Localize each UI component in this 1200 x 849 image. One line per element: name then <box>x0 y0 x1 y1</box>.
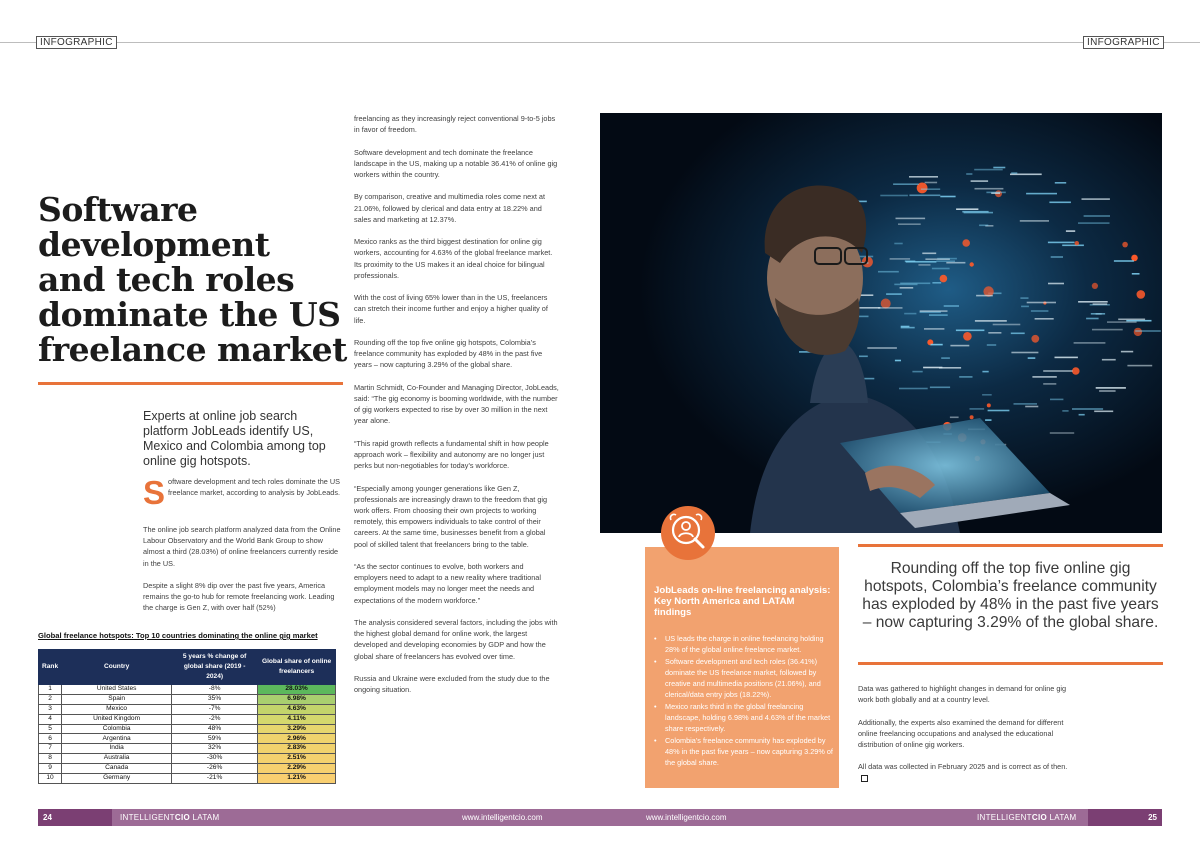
paragraph: With the cost of living 65% lower than in the US, freelancers can stretch their income further and enjoy a higher quality of life. <box>354 293 548 325</box>
paragraph: Software development and tech dominate the freelance landscape in the US, making up a notable 36.41% of online gig workers within the country. <box>354 147 558 179</box>
data-code-line <box>905 260 916 262</box>
header-country: Country <box>62 650 172 685</box>
pullquote-rule-bottom <box>858 662 1163 665</box>
data-code-line <box>1011 333 1025 335</box>
data-code-line <box>1027 302 1056 304</box>
data-glow-dot <box>970 415 974 419</box>
data-code-line <box>1107 321 1137 323</box>
paragraph: Rounding off the top five online gig hotspots, Colombia’s freelance community has exploded by 48% in the past five years – now capturing 3.29% of the global share. <box>354 337 543 370</box>
cell-rank: 3 <box>39 704 62 714</box>
cell-change: -26% <box>172 764 258 774</box>
data-code-line <box>1014 403 1038 405</box>
data-glow-dot <box>987 403 991 407</box>
standfirst: Experts at online job search platform JobLeads identify US, Mexico and Colombia among top online gig hotspots. <box>143 409 326 468</box>
cell-share: 2.51% <box>258 754 336 764</box>
data-code-line <box>925 258 950 260</box>
findings-title: JobLeads on-line freelancing analysis: Key North America and LATAM findings <box>654 585 831 618</box>
cell-rank: 4 <box>39 714 62 724</box>
data-code-line <box>1049 202 1071 204</box>
table-row <box>39 754 336 764</box>
cell-rank: 5 <box>39 724 62 734</box>
data-code-line <box>1084 215 1110 217</box>
paragraph: freelancing as they increasingly reject conventional 9-to-5 jobs in favor of freedom. <box>354 114 556 135</box>
cell-share: 1.21% <box>258 774 336 784</box>
data-glow-dot <box>962 239 970 247</box>
data-code-line <box>1121 351 1133 353</box>
cell-country: United States <box>62 685 172 695</box>
data-code-line <box>1025 406 1038 408</box>
header-rank: Rank <box>39 650 62 685</box>
table-row <box>39 714 336 724</box>
data-code-line <box>1051 256 1063 258</box>
data-code-line <box>1072 408 1103 410</box>
data-code-line <box>880 195 908 197</box>
table-row <box>39 685 336 695</box>
data-code-line <box>1099 390 1116 392</box>
data-code-line <box>988 332 1001 334</box>
data-glow-dot <box>1137 290 1146 299</box>
table-header-row <box>39 650 336 685</box>
data-code-line <box>988 410 1010 412</box>
cell-share: 4.63% <box>258 704 336 714</box>
cell-change: -21% <box>172 774 258 784</box>
data-code-line <box>971 180 989 182</box>
paragraph: Mexico ranks as the third biggest destination for online gig workers, accounting for 4.63% of the global freelance market. Its proximity to the US makes it an ideal choice for bilingual professionals. <box>354 237 553 280</box>
paragraph: Despite a slight 8% dip over the past five years, America remains the go-to hub for remote freelancing work. Leading the charge is Gen Z, with over half (52%) <box>143 581 335 613</box>
data-code-line <box>1031 310 1049 312</box>
data-code-line <box>929 314 948 316</box>
data-glow-dot <box>940 275 948 283</box>
paragraph: The online job search platform analyzed data from the Online Labour Observatory and the World Bank Group to show almost a third (28.03%) of online freelancers currently reside in the US. <box>143 525 341 568</box>
data-code-line <box>1062 245 1084 247</box>
dropcap: S <box>143 474 166 511</box>
cell-country: Australia <box>62 754 172 764</box>
page-number-text: 25 <box>1148 813 1157 822</box>
data-code-line <box>899 388 928 390</box>
data-code-line <box>1066 230 1075 232</box>
brand-right <box>977 809 1077 826</box>
cell-change: -7% <box>172 704 258 714</box>
cell-change: 32% <box>172 744 258 754</box>
paragraph: The analysis considered several factors, including the jobs with the highest global demand for online work, the largest developed and developing economies by GDP and how the global share of freelancers has evolved over time. <box>354 617 558 661</box>
column-4 <box>858 683 1068 795</box>
data-code-line <box>1011 172 1017 174</box>
data-code-line <box>1091 313 1105 315</box>
data-code-line <box>1028 357 1036 359</box>
data-glow-dot <box>1122 242 1128 248</box>
table-row <box>39 734 336 744</box>
cell-share: 2.83% <box>258 744 336 754</box>
data-code-line <box>940 196 955 198</box>
cell-country: United Kingdom <box>62 714 172 724</box>
cell-change: 35% <box>172 694 258 704</box>
data-code-line <box>921 188 940 190</box>
data-code-line <box>975 188 1004 190</box>
data-code-line <box>932 268 950 270</box>
cell-rank: 9 <box>39 764 62 774</box>
headline <box>38 190 347 369</box>
data-code-line <box>1092 329 1123 331</box>
data-code-line <box>1093 303 1108 305</box>
header-share: Global share of online freelancers <box>258 650 336 685</box>
data-code-line <box>962 211 988 213</box>
list-item: • US leads the charge in online freelancing holding 28% of the global online freelance market. <box>654 633 836 656</box>
data-code-line <box>909 176 938 178</box>
data-code-line <box>1078 301 1108 303</box>
pullquote: Rounding off the top five online gig hotspots, Colombia’s freelance community has exploded by 48% in the past five years – now capturing 3.29% of the global share. <box>862 560 1159 631</box>
table-row <box>39 694 336 704</box>
data-code-line <box>966 173 972 175</box>
cell-country: Spain <box>62 694 172 704</box>
cell-rank: 7 <box>39 744 62 754</box>
headline-line: dominate the US <box>38 295 341 334</box>
list-item: • Software development and tech roles (36.41%) dominate the US freelance market, followed by creative and multimedia positions (21.06%), and clerical/data entry jobs (18.22%). <box>654 656 836 701</box>
data-code-line <box>925 182 938 184</box>
data-code-line <box>900 287 914 289</box>
data-code-line <box>1050 399 1063 401</box>
data-code-line <box>979 225 988 227</box>
data-code-line <box>993 167 1005 169</box>
search-person-icon-graphic <box>661 506 715 560</box>
intro-paragraph <box>143 474 343 511</box>
data-code-line <box>878 271 899 273</box>
paragraph: “Especially among younger generations like Gen Z, professionals are increasingly drawn to the freedom that gig work offers. From choosing their own projects to working remotely, this empowers individuals to take control of their careers. At the same time, businesses benefit from a global pool of skilled talent that freelancers bring to the table. <box>354 483 548 549</box>
cell-share: 2.29% <box>258 764 336 774</box>
data-code-line <box>950 345 969 347</box>
data-code-line <box>918 264 930 266</box>
data-code-line <box>985 419 991 421</box>
cell-rank: 8 <box>39 754 62 764</box>
data-code-line <box>896 218 926 220</box>
data-code-line <box>1079 414 1085 416</box>
cell-change: -8% <box>172 685 258 695</box>
section-tag-right: INFOGRAPHIC <box>1083 36 1164 49</box>
cell-country: Colombia <box>62 724 172 734</box>
data-code-line <box>1011 352 1038 354</box>
header-change: 5 years % change of global share (2019 - 2024) <box>172 650 258 685</box>
data-code-line <box>867 347 897 349</box>
paragraph: Additionally, the experts also examined the demand for different online freelancing occupations and analysed the educational distribution of online gig workers. <box>858 717 1064 749</box>
data-code-line <box>1043 383 1056 385</box>
table-body <box>39 685 336 784</box>
cell-country: India <box>62 744 172 754</box>
page-number-right <box>1088 809 1162 826</box>
data-code-line <box>1126 320 1151 322</box>
data-code-line <box>894 243 902 245</box>
brand-bold: CIO <box>1031 813 1047 822</box>
findings-list <box>654 633 836 769</box>
table-title: Global freelance hotspots: Top 10 countries dominating the online gig market <box>38 631 318 640</box>
cell-share: 6.98% <box>258 694 336 704</box>
cell-share: 28.03% <box>258 685 336 695</box>
pullquote-rule-top <box>858 544 1163 547</box>
cell-rank: 2 <box>39 694 62 704</box>
list-item: • Colombia’s freelance community has exploded by 48% in the past five years – now capturing 3.29% of the global share. <box>654 735 836 769</box>
data-code-line <box>1035 318 1054 320</box>
column-2 <box>354 113 559 707</box>
brand-pre: INTELLIGENT <box>120 813 175 822</box>
cell-change: 59% <box>172 734 258 744</box>
table-row <box>39 764 336 774</box>
data-code-line <box>982 394 992 396</box>
intro-text: oftware development and tech roles dominate the US freelance market, according to analysis by JobLeads. <box>168 477 340 498</box>
data-code-line <box>1086 318 1099 320</box>
cell-country: Argentina <box>62 734 172 744</box>
data-code-line <box>1127 365 1152 367</box>
data-code-line <box>922 253 936 255</box>
data-code-line <box>886 293 902 295</box>
data-code-line <box>898 223 921 225</box>
cell-country: Germany <box>62 774 172 784</box>
cell-country: Mexico <box>62 704 172 714</box>
data-code-line <box>932 282 941 284</box>
data-code-line <box>893 183 919 185</box>
data-glow-dot <box>881 299 891 309</box>
table-row <box>39 744 336 754</box>
footer-right <box>600 809 1162 826</box>
data-code-line <box>878 307 903 309</box>
paragraph: By comparison, creative and multimedia roles come next at 21.06%, followed by clerical and data entry at 18.22% and sales and marketing at 12.37%. <box>354 192 546 224</box>
headline-line: and tech roles <box>38 260 295 299</box>
brand-post: LATAM <box>1047 813 1077 822</box>
data-code-line <box>959 376 972 378</box>
page-number-left <box>38 809 112 826</box>
data-code-line <box>859 356 868 358</box>
table-row <box>39 704 336 714</box>
cell-rank: 1 <box>39 685 62 695</box>
paragraph-text: All data was collected in February 2025 and is correct as of then. <box>858 762 1068 772</box>
data-code-line <box>936 260 955 262</box>
data-code-line <box>904 313 916 315</box>
footer-left <box>38 809 600 826</box>
data-code-line <box>987 344 996 346</box>
hero-photo <box>600 113 1162 533</box>
data-code-line <box>993 324 1021 326</box>
data-code-line <box>1048 283 1064 285</box>
data-code-line <box>1135 330 1161 332</box>
brand-post: LATAM <box>190 813 220 822</box>
data-code-line <box>1118 319 1145 321</box>
data-code-line <box>974 169 1003 171</box>
data-glow-dot <box>1031 335 1039 343</box>
data-code-line <box>1114 260 1134 262</box>
cell-share: 2.96% <box>258 734 336 744</box>
data-code-line <box>950 417 959 419</box>
section-tag-left: INFOGRAPHIC <box>36 36 117 49</box>
cell-share: 3.29% <box>258 724 336 734</box>
brand-bold: CIO <box>174 813 190 822</box>
data-code-line <box>976 295 993 297</box>
paragraph: “This rapid growth reflects a fundamental shift in how people approach work – flexibility and autonomy are no longer just perks but non-negotiables for today’s workforce. <box>354 438 549 471</box>
data-code-line <box>900 283 930 285</box>
data-code-line <box>986 192 1005 194</box>
data-code-line <box>1102 359 1116 361</box>
data-code-line <box>1094 411 1113 413</box>
data-glow-dot <box>1134 328 1142 336</box>
headline-line: freelance market <box>38 330 347 369</box>
data-code-line <box>1055 357 1078 359</box>
data-code-line <box>1043 370 1072 372</box>
data-code-line <box>912 371 922 373</box>
hotspots-table <box>38 649 336 784</box>
cell-rank: 6 <box>39 734 62 744</box>
data-code-line <box>944 305 959 307</box>
data-code-line <box>946 262 965 264</box>
brand-left <box>120 809 220 826</box>
data-code-line <box>1050 432 1074 434</box>
paragraph: Data was gathered to highlight changes in demand for online gig work both globally and at a country level. <box>858 684 1067 705</box>
cell-share: 4.11% <box>258 714 336 724</box>
cell-change: 48% <box>172 724 258 734</box>
data-code-line <box>1132 273 1140 275</box>
hero-photo-illustration <box>600 113 1162 533</box>
cell-country: Canada <box>62 764 172 774</box>
data-code-line <box>1096 387 1126 389</box>
url-left[interactable]: www.intelligentcio.com <box>462 813 543 822</box>
data-code-line <box>982 371 988 373</box>
data-code-line <box>956 330 985 332</box>
headline-underline <box>38 382 343 385</box>
data-code-line <box>1020 297 1028 299</box>
end-mark-icon <box>861 775 868 782</box>
cell-rank: 10 <box>39 774 62 784</box>
data-code-line <box>1021 306 1029 308</box>
data-code-line <box>1082 198 1110 200</box>
data-code-line <box>956 208 978 210</box>
list-item: • Mexico ranks third in the global freelancing landscape, holding 6.98% and 4.63% of the market share respectively. <box>654 701 836 735</box>
data-code-line <box>1020 220 1049 222</box>
data-code-line <box>1026 193 1057 195</box>
paragraph: Russia and Ukraine were excluded from the study due to the ongoing situation. <box>354 673 550 695</box>
data-code-line <box>890 258 911 260</box>
data-code-line <box>924 328 944 330</box>
table-row <box>39 774 336 784</box>
cell-change: -2% <box>172 714 258 724</box>
data-glow-dot <box>963 332 972 341</box>
data-code-line <box>941 357 950 359</box>
headline-line: development <box>38 225 270 264</box>
paragraph <box>858 761 1068 783</box>
data-glow-dot <box>1092 283 1098 289</box>
data-code-line <box>909 195 940 197</box>
data-code-line <box>923 367 942 369</box>
paragraph: “As the sector continues to evolve, both workers and employers need to adapt to a new reality where traditional employment models may no longer meet the needs and expectations of the modern workforce.” <box>354 561 541 605</box>
column-1 <box>143 524 343 625</box>
data-code-line <box>1032 376 1056 378</box>
page-number-text: 24 <box>43 813 52 822</box>
data-glow-dot <box>1072 367 1080 375</box>
headline-line: Software <box>38 190 198 229</box>
data-code-line <box>920 310 948 312</box>
data-code-line <box>970 408 985 410</box>
data-code-line <box>1078 222 1110 224</box>
data-code-line <box>931 344 943 346</box>
paragraph: Martin Schmidt, Co-Founder and Managing Director, JobLeads, said: “The gig economy is booming worldwide, with the number of gig workers expected to rise by over 30 million in the next year alone. <box>354 382 559 426</box>
data-code-line <box>895 360 901 362</box>
table-row <box>39 724 336 734</box>
data-glow-dot <box>1075 241 1079 245</box>
search-person-icon <box>661 506 715 560</box>
data-code-line <box>930 387 950 389</box>
data-code-line <box>1048 242 1075 244</box>
cell-change: -30% <box>172 754 258 764</box>
data-code-line <box>1062 410 1068 412</box>
data-code-line <box>1055 182 1066 184</box>
url-right[interactable]: www.intelligentcio.com <box>646 813 727 822</box>
brand-pre: INTELLIGENT <box>977 813 1032 822</box>
data-glow-dot <box>970 262 974 266</box>
data-code-line <box>1074 342 1106 344</box>
data-code-line <box>901 326 910 328</box>
data-code-line <box>975 320 1007 322</box>
